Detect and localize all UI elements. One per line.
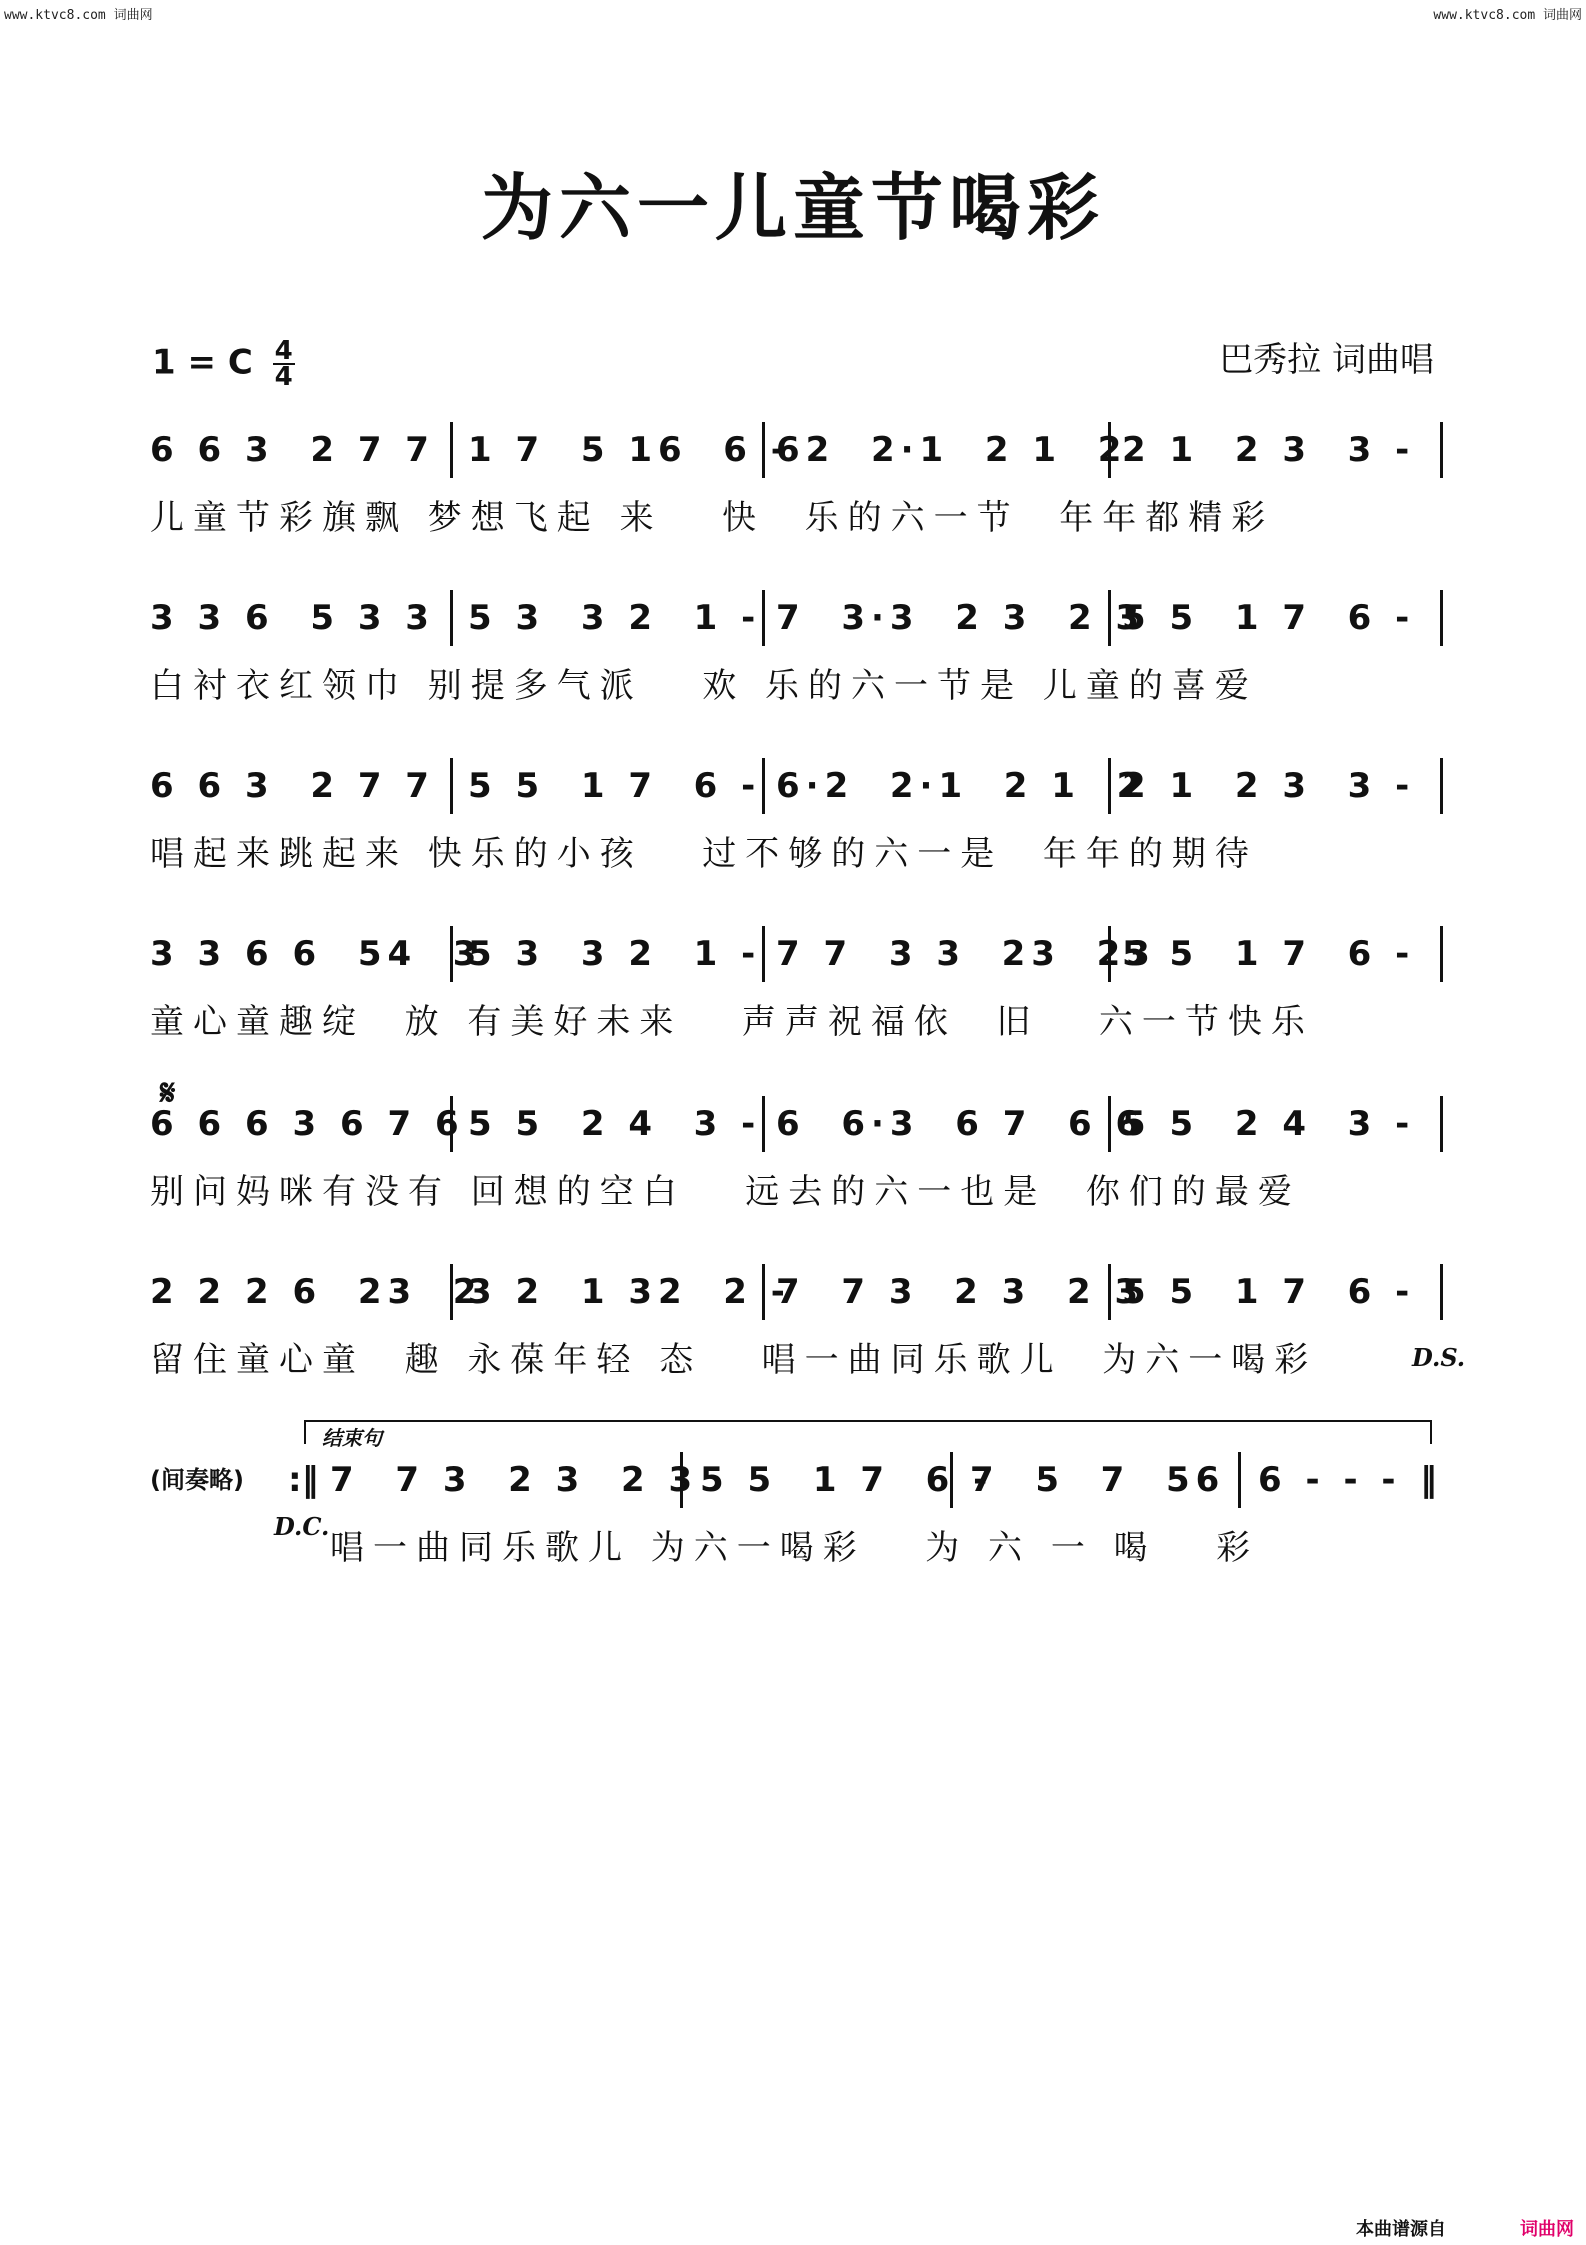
- measure: 5 5 2 4 3 -: [1122, 1104, 1416, 1144]
- lyrics-line: 唱一曲同乐歌儿 为六一喝彩 为 六 一 喝 彩: [330, 1528, 1260, 1568]
- time-signature: [273, 336, 295, 392]
- header-left-watermark: www.ktvc8.com 词曲网: [4, 8, 153, 23]
- barline: [1108, 1096, 1111, 1152]
- barline: [762, 590, 765, 646]
- lyrics-line: 儿童节彩旗飘 梦想飞起 来 快 乐的六一节 年年都精彩: [150, 498, 1275, 538]
- barline: [1440, 926, 1443, 982]
- ending-label: 结束句: [322, 1426, 382, 1450]
- barline: [1440, 758, 1443, 814]
- repeat-start-sign: :‖: [288, 1460, 319, 1500]
- ending-bracket: [304, 1420, 1432, 1444]
- measure: 5 5 2 4 3 -: [468, 1104, 762, 1144]
- notation-line: [150, 598, 1440, 652]
- barline: [450, 422, 453, 478]
- barline: [762, 1264, 765, 1320]
- measure: 7 7 3 2 3 2 3: [776, 1272, 1145, 1312]
- measure: 7 7 3 3 23 23: [776, 934, 1156, 974]
- barline: [450, 590, 453, 646]
- da-capo-mark: D.C.: [274, 1512, 330, 1541]
- barline: [1440, 1264, 1443, 1320]
- barline: [450, 758, 453, 814]
- barline: [1238, 1452, 1241, 1508]
- measure: 7 3·3 2 3 2 3: [776, 598, 1146, 638]
- barline: [1108, 758, 1111, 814]
- barline: [1108, 926, 1111, 982]
- lyrics-line: 唱起来跳起来 快乐的小孩 过不够的六一是 年年的期待: [150, 834, 1258, 874]
- time-signature-top: 4: [274, 336, 293, 366]
- notation-line: [150, 1104, 1440, 1158]
- measure: 5 5 1 7 6 -: [468, 766, 762, 806]
- final-barline: ‖: [1420, 1460, 1437, 1500]
- barline: [1108, 1264, 1111, 1320]
- lyrics-line: 留住童心童 趣 永葆年轻 态 唱一曲同乐歌儿 为六一喝彩: [150, 1340, 1318, 1380]
- author-credit: 巴秀拉 词曲唱: [1219, 340, 1434, 380]
- measure: 3 3 6 6 54 3: [150, 934, 483, 974]
- measure: 6·2 2·1 2 1 2: [776, 766, 1147, 806]
- measure: 6 6·3 6 7 6 6: [776, 1104, 1146, 1144]
- barline: [450, 926, 453, 982]
- barline: [950, 1452, 953, 1508]
- barline: [450, 1264, 453, 1320]
- barline: [450, 1096, 453, 1152]
- barline: [1108, 590, 1111, 646]
- dal-segno-mark: D.S.: [1412, 1343, 1466, 1372]
- lyrics-line: 童心童趣绽 放 有美好未来 声声祝福依 旧 六一节快乐: [150, 1002, 1314, 1042]
- key-signature: [152, 336, 295, 392]
- barline: [1440, 590, 1443, 646]
- measure: 2 1 2 3 3 -: [1122, 430, 1416, 470]
- measure: 2 2 2 6 23 2: [150, 1272, 483, 1312]
- barline: [762, 1096, 765, 1152]
- measure: 5 5 1 7 6 -: [1122, 1272, 1416, 1312]
- measure: 5 5 1 7 6 -: [1122, 598, 1416, 638]
- notation-line: [150, 430, 1440, 484]
- measure: 5 5 1 7 6 -: [700, 1460, 994, 1500]
- barline: [1108, 422, 1111, 478]
- barline: [762, 758, 765, 814]
- measure: 62 2·1 2 1 2: [776, 430, 1128, 470]
- segno-sign: 𝄋: [160, 1073, 176, 1114]
- notation-line: [330, 1460, 1430, 1514]
- time-signature-bottom: 4: [274, 362, 293, 392]
- key-text: 1 = C: [152, 342, 253, 383]
- barline: [680, 1452, 683, 1508]
- measure: 2 1 2 3 3 -: [1122, 766, 1416, 806]
- measure: 5 3 3 2 1 -: [468, 934, 762, 974]
- measure: 6 6 6 3 6 7 6: [150, 1104, 465, 1144]
- measure: 3 3 6 5 3 3: [150, 598, 435, 638]
- footer-source: 本曲谱源自: [1356, 2219, 1446, 2240]
- interlude-label: (间奏略): [150, 1466, 244, 1494]
- barline: [1440, 1096, 1443, 1152]
- notation-line: [150, 1272, 1440, 1326]
- barline: [762, 926, 765, 982]
- measure: 7 7 3 2 3 2 3: [330, 1460, 699, 1500]
- notation-line: [150, 766, 1440, 820]
- measure: 1 7 5 16 6 -: [468, 430, 791, 470]
- measure: 6 6 3 2 7 7: [150, 430, 435, 470]
- footer-logo: 词曲网: [1520, 2219, 1574, 2240]
- measure: 6 6 3 2 7 7: [150, 766, 435, 806]
- lyrics-line: 白衬衣红领巾 别提多气派 欢 乐的六一节是 儿童的喜爱: [150, 666, 1258, 706]
- song-title: 为六一儿童节喝彩: [480, 165, 1105, 250]
- measure: 3 2 1 32 2 -: [468, 1272, 791, 1312]
- barline: [1440, 422, 1443, 478]
- header-right-watermark: www.ktvc8.com 词曲网: [1433, 8, 1582, 23]
- measure: 5 3 3 2 1 -: [468, 598, 762, 638]
- measure: 7 5 7 56: [970, 1460, 1226, 1500]
- barline: [762, 422, 765, 478]
- measure: 5 5 1 7 6 -: [1122, 934, 1416, 974]
- notation-line: [150, 934, 1440, 988]
- lyrics-line: 别问妈咪有没有 回想的空白 远去的六一也是 你们的最爱: [150, 1172, 1301, 1212]
- measure: 6 - - -: [1258, 1460, 1402, 1500]
